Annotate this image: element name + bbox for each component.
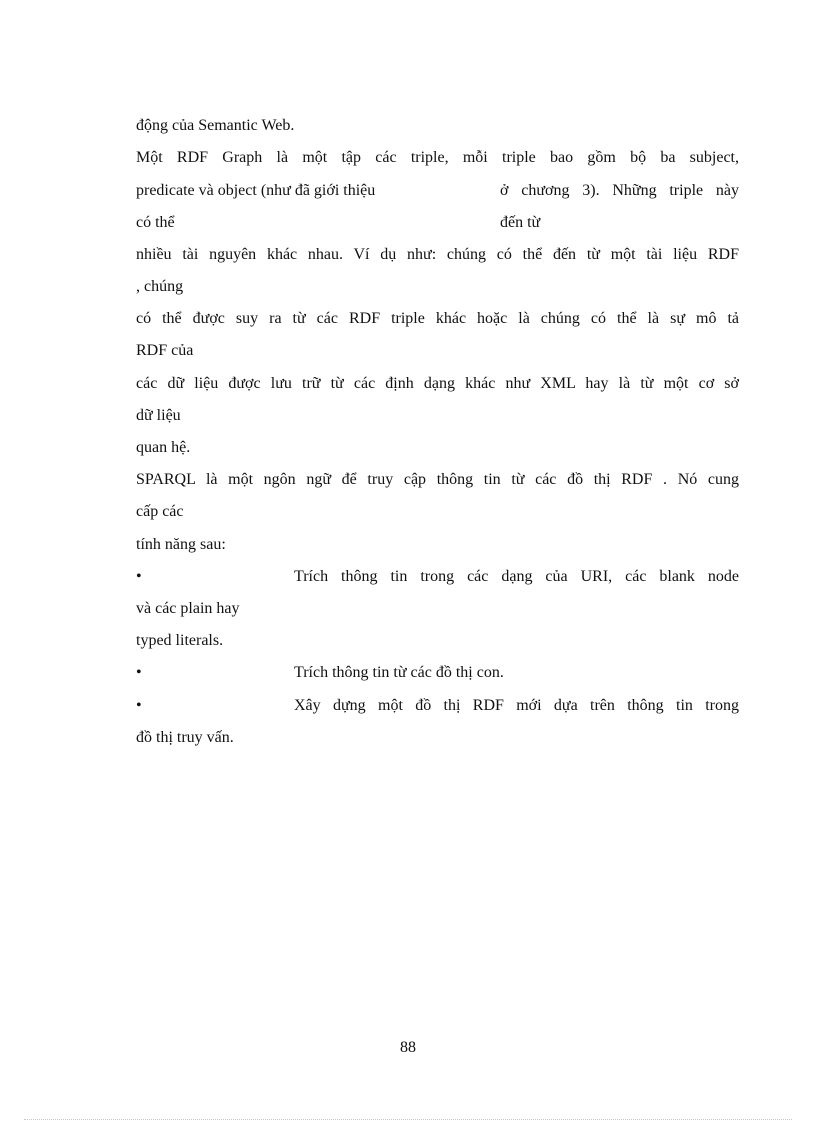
paragraph-line: có thể xyxy=(136,214,175,231)
paragraph-line: dữ liệu xyxy=(136,407,181,424)
paragraph-line: RDF của xyxy=(136,342,194,359)
bullet-symbol: • xyxy=(136,697,142,714)
bullet-symbol: • xyxy=(136,664,142,681)
paragraph-line: nhiều tài nguyên khác nhau. Ví dụ như: chúng có thể đến từ một tài liệu RDF xyxy=(136,246,739,263)
bullet-symbol: • xyxy=(136,568,142,585)
paragraph-line: có thể được suy ra từ các RDF triple khác hoặc là chúng có thể là sự mô tả xyxy=(136,310,739,327)
paragraph-line: cấp các xyxy=(136,503,184,520)
paragraph-line: Một RDF Graph là một tập các triple, mỗi triple bao gồm bộ ba subject, xyxy=(136,149,739,166)
paragraph-line: quan hệ. xyxy=(136,439,191,456)
paragraph-line: ở chương 3). Những triple này xyxy=(500,182,739,199)
bullet-continuation: đồ thị truy vấn. xyxy=(136,729,234,746)
bullet-item-text: Xây dựng một đồ thị RDF mới dựa trên thông tin trong xyxy=(294,697,739,714)
paragraph-line: tính năng sau: xyxy=(136,536,226,553)
paragraph-line: động của Semantic Web. xyxy=(136,117,295,134)
paragraph-line: predicate và object (như đã giới thiệu xyxy=(136,182,376,199)
bullet-continuation: và các plain hay xyxy=(136,600,240,617)
bullet-continuation: typed literals. xyxy=(136,632,224,649)
paragraph-line: đến từ xyxy=(500,214,541,231)
page-number: 88 xyxy=(400,1039,416,1056)
bullet-item-text: Trích thông tin từ các đồ thị con. xyxy=(294,664,504,681)
bullet-item-text: Trích thông tin trong các dạng của URI, các blank node xyxy=(294,568,739,585)
paragraph-line: , chúng xyxy=(136,278,184,295)
paragraph-line: các dữ liệu được lưu trữ từ các định dạng khác như XML hay là từ một cơ sở xyxy=(136,375,739,392)
paragraph-line: SPARQL là một ngôn ngữ để truy cập thông tin từ các đồ thị RDF . Nó cung xyxy=(136,471,739,488)
page-bottom-divider xyxy=(24,1119,792,1120)
